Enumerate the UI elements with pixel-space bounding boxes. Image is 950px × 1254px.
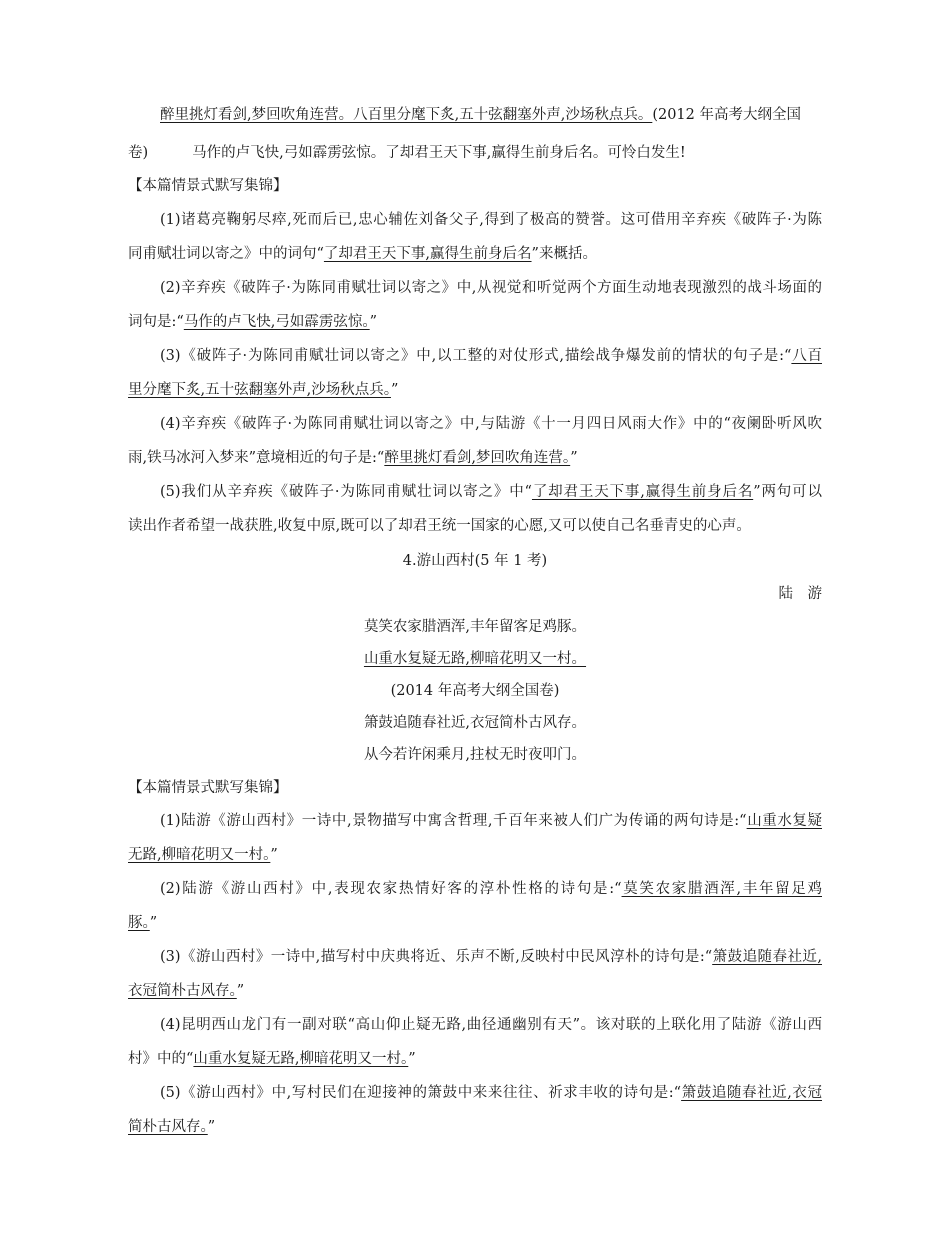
question-text: (2)陆游《游山西村》中,表现农家热情好客的淳朴性格的诗句是:“莫笑农家腊酒浑,丰年留足鸡 xyxy=(160,881,822,897)
poem-source: (2014 年高考大纲全国卷) xyxy=(390,683,560,699)
poem-title: 4.游山西村(5 年 1 考) xyxy=(402,553,548,569)
question-text: 读出作者希望一战获胜,收复中原,既可以了却君王统一国家的心愿,又可以使自己名垂青史的心声。 xyxy=(128,518,751,534)
answer: 山重水复疑 xyxy=(746,813,822,829)
answer: 八百 xyxy=(791,348,822,364)
question-text: (2)辛弃疾《破阵子·为陈同甫赋壮词以寄之》中,从视觉和听觉两个方面生动地表现激烈的战斗场面的 xyxy=(160,280,822,296)
answer: 无路,柳暗花明又一村。 xyxy=(128,847,271,863)
poem-line xyxy=(128,649,822,669)
question-text: 里分麾下炙,五十弦翻塞外声,沙场秋点兵。” xyxy=(128,382,399,398)
section-header: 【本篇情景式默写集锦】 xyxy=(128,178,288,194)
answer: 简朴古风存。 xyxy=(128,1119,208,1135)
underlined-verse: 醉里挑灯看剑,梦回吹角连营。八百里分麾下炙,五十弦翻塞外声,沙场秋点兵。 xyxy=(160,107,653,123)
question-text: (1)诸葛亮鞠躬尽瘁,死而后已,忠心辅佐刘备父子,得到了极高的赞誉。这可借用辛弃疾《破阵子·为陈 xyxy=(160,212,822,228)
answer: 了却君王天下事,赢得生前身后名 xyxy=(531,484,754,500)
answer: 衣冠简朴古风存。 xyxy=(128,983,237,999)
question-text: (4)辛弃疾《破阵子·为陈同甫赋壮词以寄之》中,与陆游《十一月四日风雨大作》中的“夜阑卧听风吹 xyxy=(160,416,822,432)
question-text: 同甫赋壮词以寄之》中的词句“了却君王天下事,赢得生前身后名”来概括。 xyxy=(128,246,597,262)
poem-author: 陆 游 xyxy=(778,586,822,602)
answer: 山重水复疑无路,柳暗花明又一村。 xyxy=(193,1051,409,1067)
answer: 了却君王天下事,赢得生前身后名 xyxy=(323,246,532,262)
poem-line: 莫笑农家腊酒浑,丰年留客足鸡豚。 xyxy=(363,619,587,635)
question-text: 衣冠简朴古风存。” xyxy=(128,983,245,999)
poem-line: 箫鼓追随春社近,衣冠简朴古风存。 xyxy=(363,715,587,731)
underlined-verse: 山重水复疑无路,柳暗花明又一村。 xyxy=(363,651,587,667)
question-text: 雨,铁马冰河入梦来”意境相近的句子是:“醉里挑灯看剑,梦回吹角连营。” xyxy=(128,450,578,466)
answer: 莫笑农家腊酒浑,丰年留足鸡 xyxy=(621,881,822,897)
question-text: (5)《游山西村》中,写村民们在迎接神的箫鼓中来来往往、祈求丰收的诗句是:“箫鼓追随春社近,衣冠 xyxy=(160,1085,822,1101)
question-text: (3)《破阵子·为陈同甫赋壮词以寄之》中,以工整的对仗形式,描绘战争爆发前的情状的句子是:“八百 xyxy=(160,348,822,364)
answer: 箫鼓追随春社近, xyxy=(712,949,822,965)
question-text: 无路,柳暗花明又一村。” xyxy=(128,847,278,863)
question-text: (5)我们从辛弃疾《破阵子·为陈同甫赋壮词以寄之》中“了却君王天下事,赢得生前身后名”两句可以 xyxy=(160,484,823,500)
answer: 马作的卢飞快,弓如霹雳弦惊。 xyxy=(183,314,370,330)
question-text: (4)昆明西山龙门有一副对联“高山仰止疑无路,曲径通幽别有天”。该对联的上联化用了陆游《游山西 xyxy=(160,1017,822,1033)
question-text: 词句是:“马作的卢飞快,弓如霹雳弦惊。” xyxy=(128,314,378,330)
question-text: (1)陆游《游山西村》一诗中,景物描写中寓含哲理,千百年来被人们广为传诵的两句诗是:“山重水复疑 xyxy=(160,813,822,829)
question-text: 村》中的“山重水复疑无路,柳暗花明又一村。” xyxy=(128,1051,416,1067)
poem-line xyxy=(128,143,822,163)
question-text: (3)《游山西村》一诗中,描写村中庆典将近、乐声不断,反映村中民风淳朴的诗句是:“箫鼓追随春社近, xyxy=(160,949,822,965)
answer: 箫鼓追随春社近,衣冠 xyxy=(681,1085,822,1101)
answer: 醉里挑灯看剑,梦回吹角连营。 xyxy=(384,450,571,466)
poem-verse: 马作的卢飞快,弓如霹雳弦惊。了却君王天下事,赢得生前身后名。可怜白发生! xyxy=(192,145,686,161)
answer: 里分麾下炙,五十弦翻塞外声,沙场秋点兵。 xyxy=(128,382,391,398)
question-text: 简朴古风存。” xyxy=(128,1119,216,1135)
poem-line xyxy=(160,105,822,125)
poem-source: (2012 年高考大纲全国 xyxy=(652,107,801,123)
poem-source: 卷) xyxy=(128,145,149,161)
section-header: 【本篇情景式默写集锦】 xyxy=(128,780,288,796)
question-text: 豚。” xyxy=(128,915,158,931)
poem-line: 从今若许闲乘月,拄杖无时夜叩门。 xyxy=(363,747,587,763)
answer: 豚。 xyxy=(128,915,150,931)
